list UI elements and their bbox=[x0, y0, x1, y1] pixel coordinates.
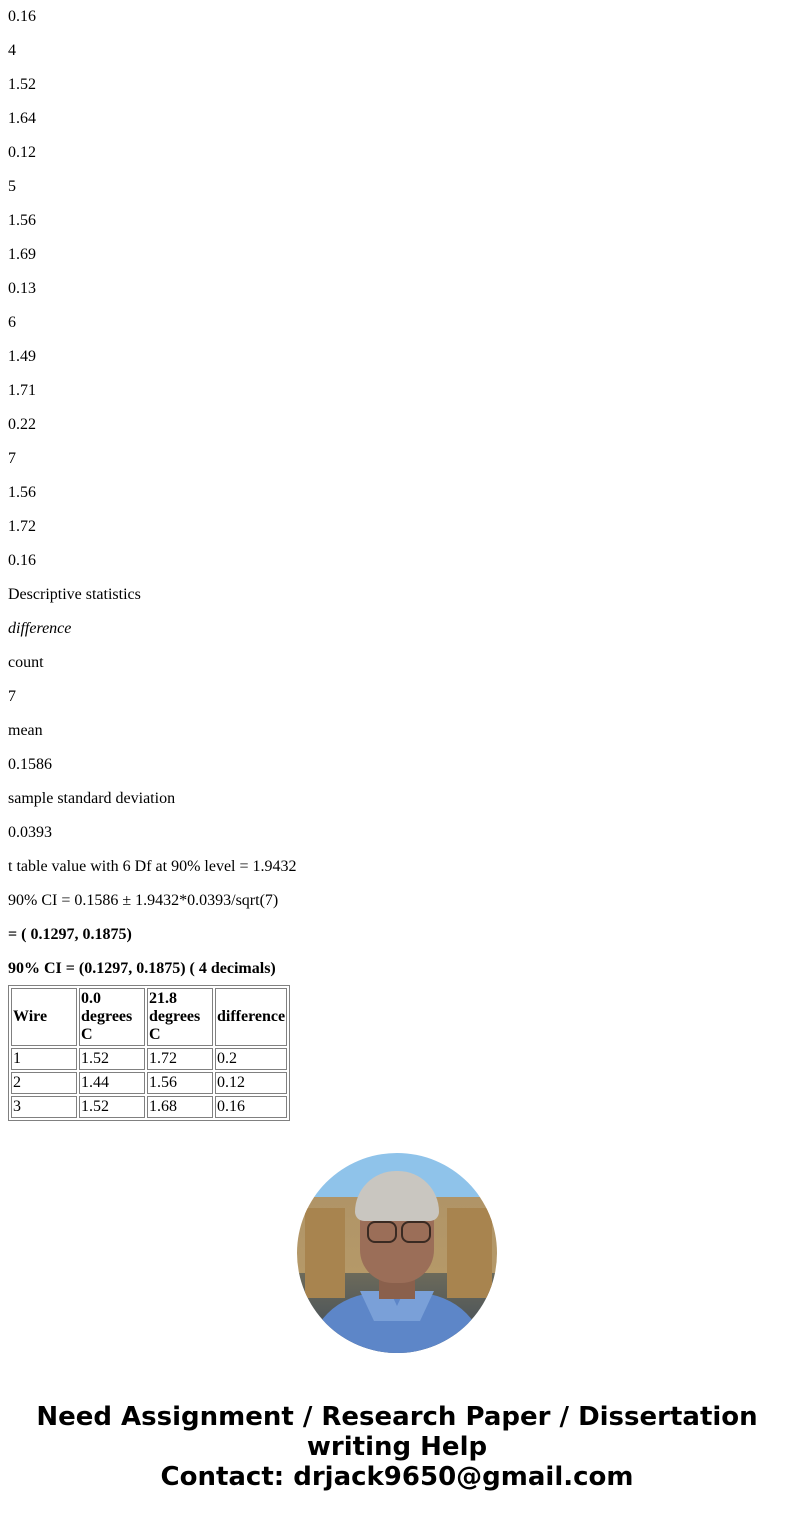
text-line: 1.52 bbox=[8, 76, 36, 93]
text-line: = ( 0.1297, 0.1875) bbox=[8, 926, 132, 943]
text-line: 4 bbox=[8, 42, 16, 59]
promo-line-2: writing Help bbox=[306, 1432, 488, 1462]
table-cell: 1.72 bbox=[147, 1048, 213, 1070]
header-21-8-degrees: 21.8 degrees C bbox=[147, 988, 213, 1046]
text-line: 7 bbox=[8, 450, 16, 467]
text-line: 0.0393 bbox=[8, 824, 52, 841]
promo-text bbox=[0, 1402, 794, 1492]
table-cell: 1.68 bbox=[147, 1096, 213, 1118]
table-cell: 1.52 bbox=[79, 1096, 145, 1118]
table-row bbox=[11, 1072, 287, 1094]
table-row bbox=[11, 1048, 287, 1070]
header-difference: difference bbox=[215, 988, 287, 1046]
data-table bbox=[8, 985, 290, 1121]
text-lines bbox=[8, 0, 788, 977]
text-line: 1.56 bbox=[8, 484, 36, 501]
table-cell: 1 bbox=[11, 1048, 77, 1070]
text-line: 1.49 bbox=[8, 348, 36, 365]
text-line: mean bbox=[8, 722, 43, 739]
table-cell: 3 bbox=[11, 1096, 77, 1118]
table-cell: 1.44 bbox=[79, 1072, 145, 1094]
text-line: t table value with 6 Df at 90% level = 1.9432 bbox=[8, 858, 297, 875]
text-line: 1.71 bbox=[8, 382, 36, 399]
text-line: 6 bbox=[8, 314, 16, 331]
table-cell: 1.56 bbox=[147, 1072, 213, 1094]
text-line: 90% CI = 0.1586 ± 1.9432*0.0393/sqrt(7) bbox=[8, 892, 279, 909]
table-row bbox=[11, 1096, 287, 1118]
text-line: 0.16 bbox=[8, 8, 36, 25]
text-line: 1.72 bbox=[8, 518, 36, 535]
promo-line-1: Need Assignment / Research Paper / Dissertation bbox=[36, 1402, 758, 1432]
text-line: sample standard deviation bbox=[8, 790, 176, 807]
table-cell: 0.16 bbox=[215, 1096, 287, 1118]
text-line: 7 bbox=[8, 688, 16, 705]
text-line: 1.64 bbox=[8, 110, 36, 127]
promo-footer bbox=[0, 1122, 794, 1523]
text-line: 0.1586 bbox=[8, 756, 52, 773]
header-wire: Wire bbox=[11, 988, 77, 1046]
header-zero-degrees: 0.0 degrees C bbox=[79, 988, 145, 1046]
table-cell: 2 bbox=[11, 1072, 77, 1094]
promo-contact: Contact: drjack9650@gmail.com bbox=[160, 1462, 634, 1492]
table-cell: 0.2 bbox=[215, 1048, 287, 1070]
text-line: 0.22 bbox=[8, 416, 36, 433]
text-line: count bbox=[8, 654, 44, 671]
text-line: 0.16 bbox=[8, 552, 36, 569]
text-line: 1.56 bbox=[8, 212, 36, 229]
author-photo bbox=[297, 1153, 497, 1353]
text-line: 5 bbox=[8, 178, 16, 195]
text-line: 90% CI = (0.1297, 0.1875) ( 4 decimals) bbox=[8, 960, 276, 977]
table-cell: 1.52 bbox=[79, 1048, 145, 1070]
text-line: 0.13 bbox=[8, 280, 36, 297]
table-header-row bbox=[11, 988, 287, 1046]
document-body bbox=[8, 0, 788, 1122]
table-cell: 0.12 bbox=[215, 1072, 287, 1094]
text-line: difference bbox=[8, 620, 72, 637]
text-line: 0.12 bbox=[8, 144, 36, 161]
text-line: 1.69 bbox=[8, 246, 36, 263]
text-line: Descriptive statistics bbox=[8, 586, 141, 603]
